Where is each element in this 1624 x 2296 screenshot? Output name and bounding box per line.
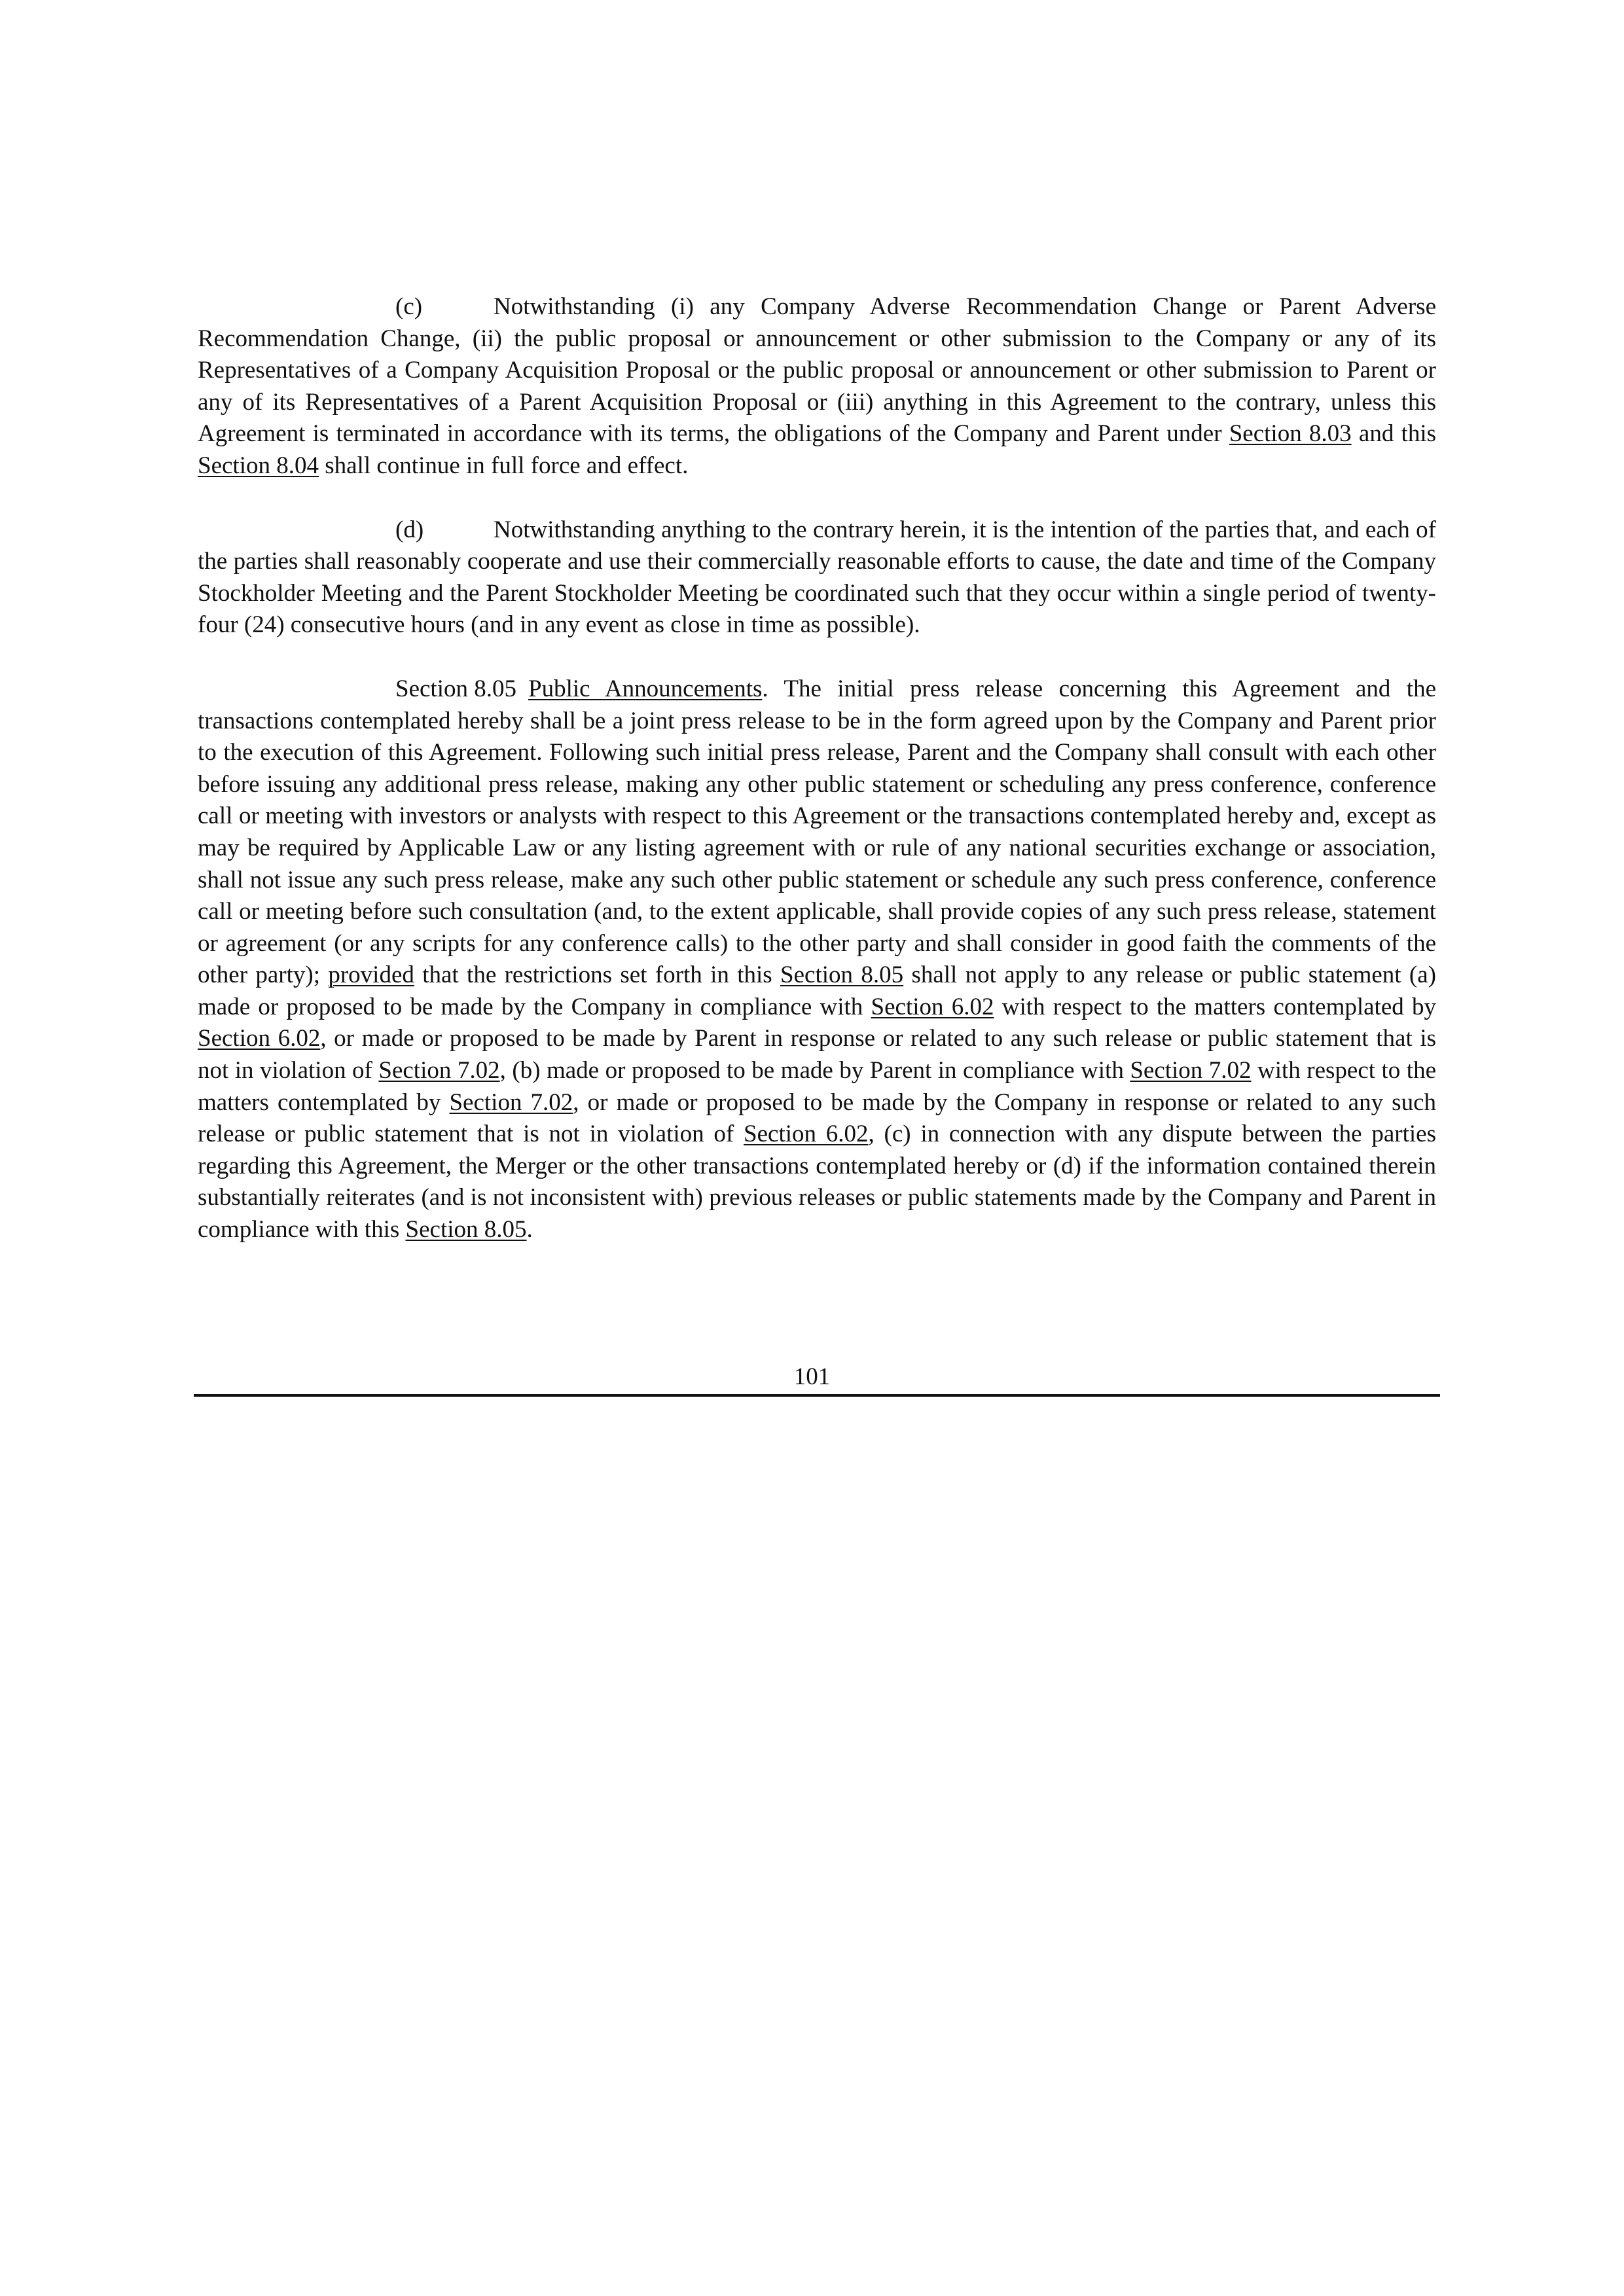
text-run: , or made or proposed to be made by the Company in response or related to any such release or public statement that is not in violation of — [198, 1088, 1437, 1148]
text-run: Notwithstanding (i) any Company Adverse Recommendation Change or Parent Adverse Recommendation Change, (ii) the public proposal or announcement or other submission to the Company or any of its Representatives of a Company Acquisition Proposal or the public proposal or announcement or other submission to Parent or any of its Representatives of a Parent Acquisition Proposal or (iii) anything in this Agreement to the contrary, unless this Agreement is terminated in accordance with its terms, the obligations of the Company and Parent under — [198, 293, 1436, 448]
document-body — [198, 291, 1436, 1278]
section-reference: Public Announcements — [528, 675, 763, 702]
section-reference: Section 8.04 — [198, 452, 319, 479]
text-run: shall not apply to any release or public statement (a) made or proposed to be made by the Company in compliance with — [198, 961, 1436, 1020]
text-run: , (c) in connection with any dispute between the parties regarding this Agreement, the Merger or the other transactions contemplated hereby or (d) if the information contained therein substantially reiterates (and is not inconsistent with) previous releases or public statements made by the Company and Parent in compliance with this — [198, 1121, 1436, 1244]
section-8-05-label: Section 8.05 — [395, 675, 516, 702]
section-reference: Section 6.02 — [198, 1025, 321, 1052]
page-number: 101 — [793, 1363, 831, 1390]
section-8-05-text — [198, 675, 1436, 1243]
section-reference: Section 6.02 — [744, 1121, 869, 1148]
section-reference: Section 7.02 — [449, 1088, 573, 1116]
footer-rule — [194, 1394, 1440, 1397]
text-run: Notwithstanding anything to the contrary herein, it is the intention of the parties that, and each of the parties shall reasonably cooperate and use their commercially reasonable efforts to cause, the date and time of the Company Stockholder Meeting and the Parent Stockholder Meeting be coordinated such that they occur within a single period of twenty-four (24) consecutive hours (and in any event as close in time as possible). — [198, 516, 1436, 639]
text-run: and this — [1351, 420, 1436, 448]
text-run: with respect to the matters contemplated by — [198, 1057, 1436, 1116]
paragraph-d — [198, 514, 1436, 641]
text-run: shall continue in full force and effect. — [318, 452, 689, 479]
section-reference: Section 7.02 — [1130, 1057, 1252, 1085]
paragraph-d-label: (d) — [395, 516, 424, 543]
text-run: , or made or proposed to be made by Parent in response or related to any such release or public statement that is not in violation of — [198, 1025, 1437, 1085]
section-reference: Section 8.05 — [405, 1216, 527, 1244]
text-run: with respect to the matters contemplated by — [994, 993, 1436, 1020]
section-reference: Section 7.02 — [378, 1057, 500, 1085]
text-run: . The initial press release concerning this Agreement and the transactions contemplated hereby shall be a joint press release to be in the form agreed upon by the Company and Parent prior to the execution of this Agreement. Following such initial press release, Parent and the Company shall consult with each other before issuing any additional press release, making any other public statement or scheduling any press conference, conference call or meeting with investors or analysts with respect to this Agreement or the transactions contemplated hereby and, except as may be required by Applicable Law or any listing agreement with or rule of any national securities exchange or association, shall not issue any such press release, make any such other public statement or schedule any such press conference, conference call or meeting before such consultation (and, to the extent applicable, shall provide copies of any such press release, statement or agreement (or any scripts for any conference calls) to the other party and shall consider in good faith the comments of the other party); — [198, 675, 1436, 989]
section-reference: Section 8.03 — [1229, 420, 1352, 448]
paragraph-c-text — [198, 293, 1436, 479]
paragraph-c — [198, 291, 1436, 482]
section-reference: provided — [328, 961, 414, 989]
section-reference: Section 8.05 — [780, 961, 904, 989]
section-8-05-paragraph — [198, 673, 1436, 1246]
text-run: . — [526, 1216, 533, 1244]
text-run: , (b) made or proposed to be made by Parent in compliance with — [499, 1057, 1130, 1085]
paragraph-c-label: (c) — [395, 293, 423, 320]
section-reference: Section 6.02 — [871, 993, 994, 1020]
paragraph-d-text — [198, 516, 1436, 639]
text-run: that the restrictions set forth in this — [414, 961, 781, 989]
